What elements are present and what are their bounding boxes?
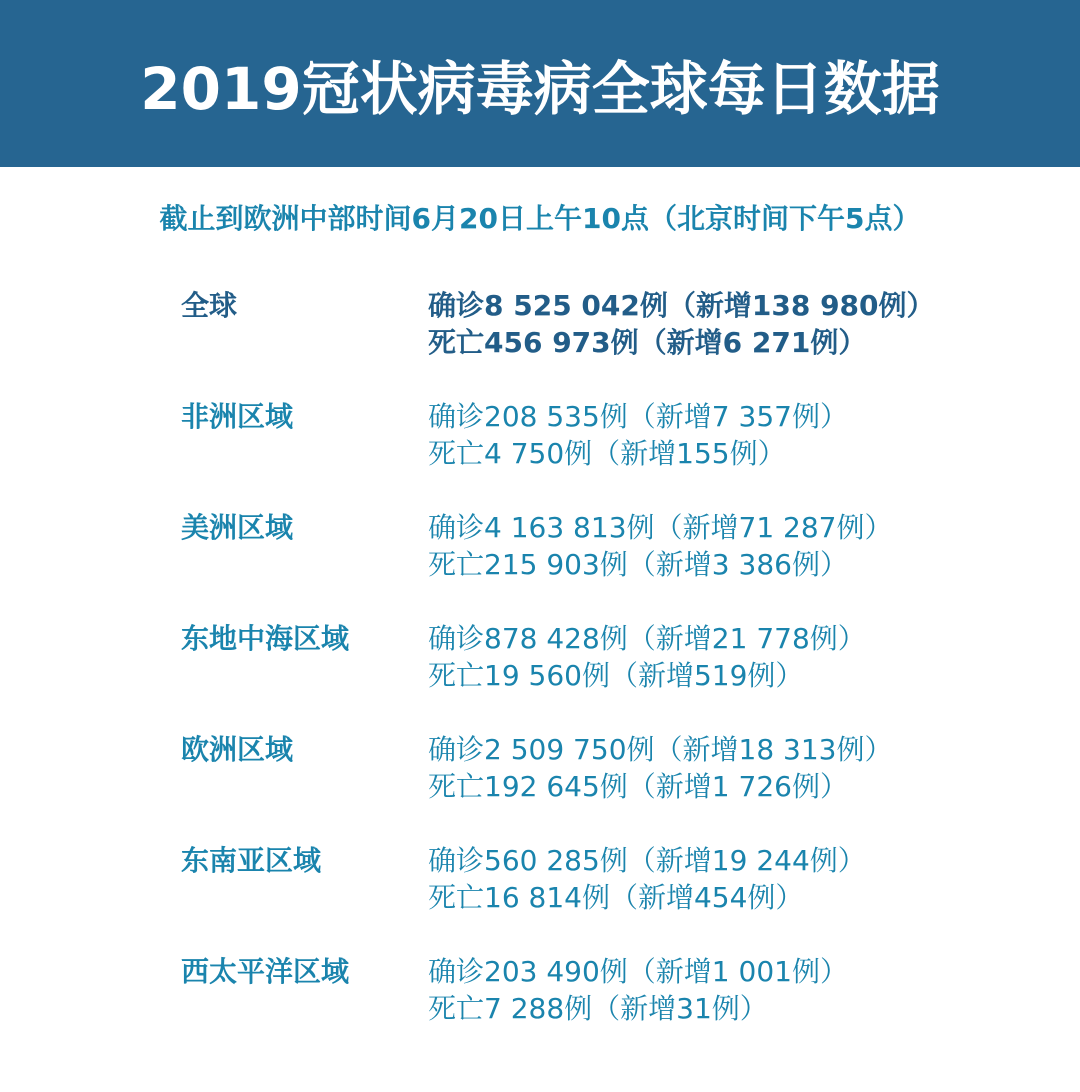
- region-name: 东南亚区域: [181, 844, 322, 877]
- page-title: 2019冠状病毒病全球每日数据: [140, 54, 940, 123]
- timestamp-subtitle: 截止到欧洲中部时间6月20日上午10点（北京时间下午5点）: [159, 202, 921, 235]
- deaths-line: 死亡16 814例（新增454例）: [428, 881, 804, 914]
- region-name: 欧洲区域: [181, 733, 294, 766]
- confirmed-line: 确诊4 163 813例（新增71 287例）: [428, 511, 893, 544]
- deaths-line: 死亡4 750例（新增155例）: [428, 437, 786, 470]
- region-stats: [428, 732, 892, 806]
- region-list: [0, 288, 1080, 1065]
- confirmed-line: 确诊203 490例（新增1 001例）: [428, 955, 848, 988]
- region-name: 东地中海区域: [181, 622, 350, 655]
- region-name: 非洲区域: [181, 400, 294, 433]
- deaths-line: 死亡19 560例（新增519例）: [428, 659, 804, 692]
- deaths-line: 死亡456 973例（新增6 271例）: [428, 326, 867, 359]
- header-banner: [0, 0, 1080, 167]
- region-name: 西太平洋区域: [181, 955, 350, 988]
- deaths-line: 死亡215 903例（新增3 386例）: [428, 548, 848, 581]
- confirmed-line: 确诊2 509 750例（新增18 313例）: [428, 733, 893, 766]
- region-row-americas: [0, 510, 1080, 621]
- region-name: 全球: [181, 289, 238, 322]
- confirmed-line: 确诊560 285例（新增19 244例）: [428, 844, 866, 877]
- region-name: 美洲区域: [181, 511, 294, 544]
- confirmed-line: 确诊208 535例（新增7 357例）: [428, 400, 848, 433]
- region-stats: [428, 621, 866, 695]
- region-stats: [428, 399, 848, 473]
- region-row-western-pacific: [0, 954, 1080, 1065]
- region-row-eastern-mediterranean: [0, 621, 1080, 732]
- region-row-global: [0, 288, 1080, 399]
- region-stats: [428, 954, 848, 1028]
- region-stats: [428, 288, 935, 362]
- region-row-europe: [0, 732, 1080, 843]
- deaths-line: 死亡7 288例（新增31例）: [428, 992, 768, 1025]
- confirmed-line: 确诊8 525 042例（新增138 980例）: [428, 289, 935, 322]
- region-stats: [428, 510, 892, 584]
- region-row-africa: [0, 399, 1080, 510]
- region-stats: [428, 843, 866, 917]
- deaths-line: 死亡192 645例（新增1 726例）: [428, 770, 848, 803]
- region-row-south-east-asia: [0, 843, 1080, 954]
- confirmed-line: 确诊878 428例（新增21 778例）: [428, 622, 866, 655]
